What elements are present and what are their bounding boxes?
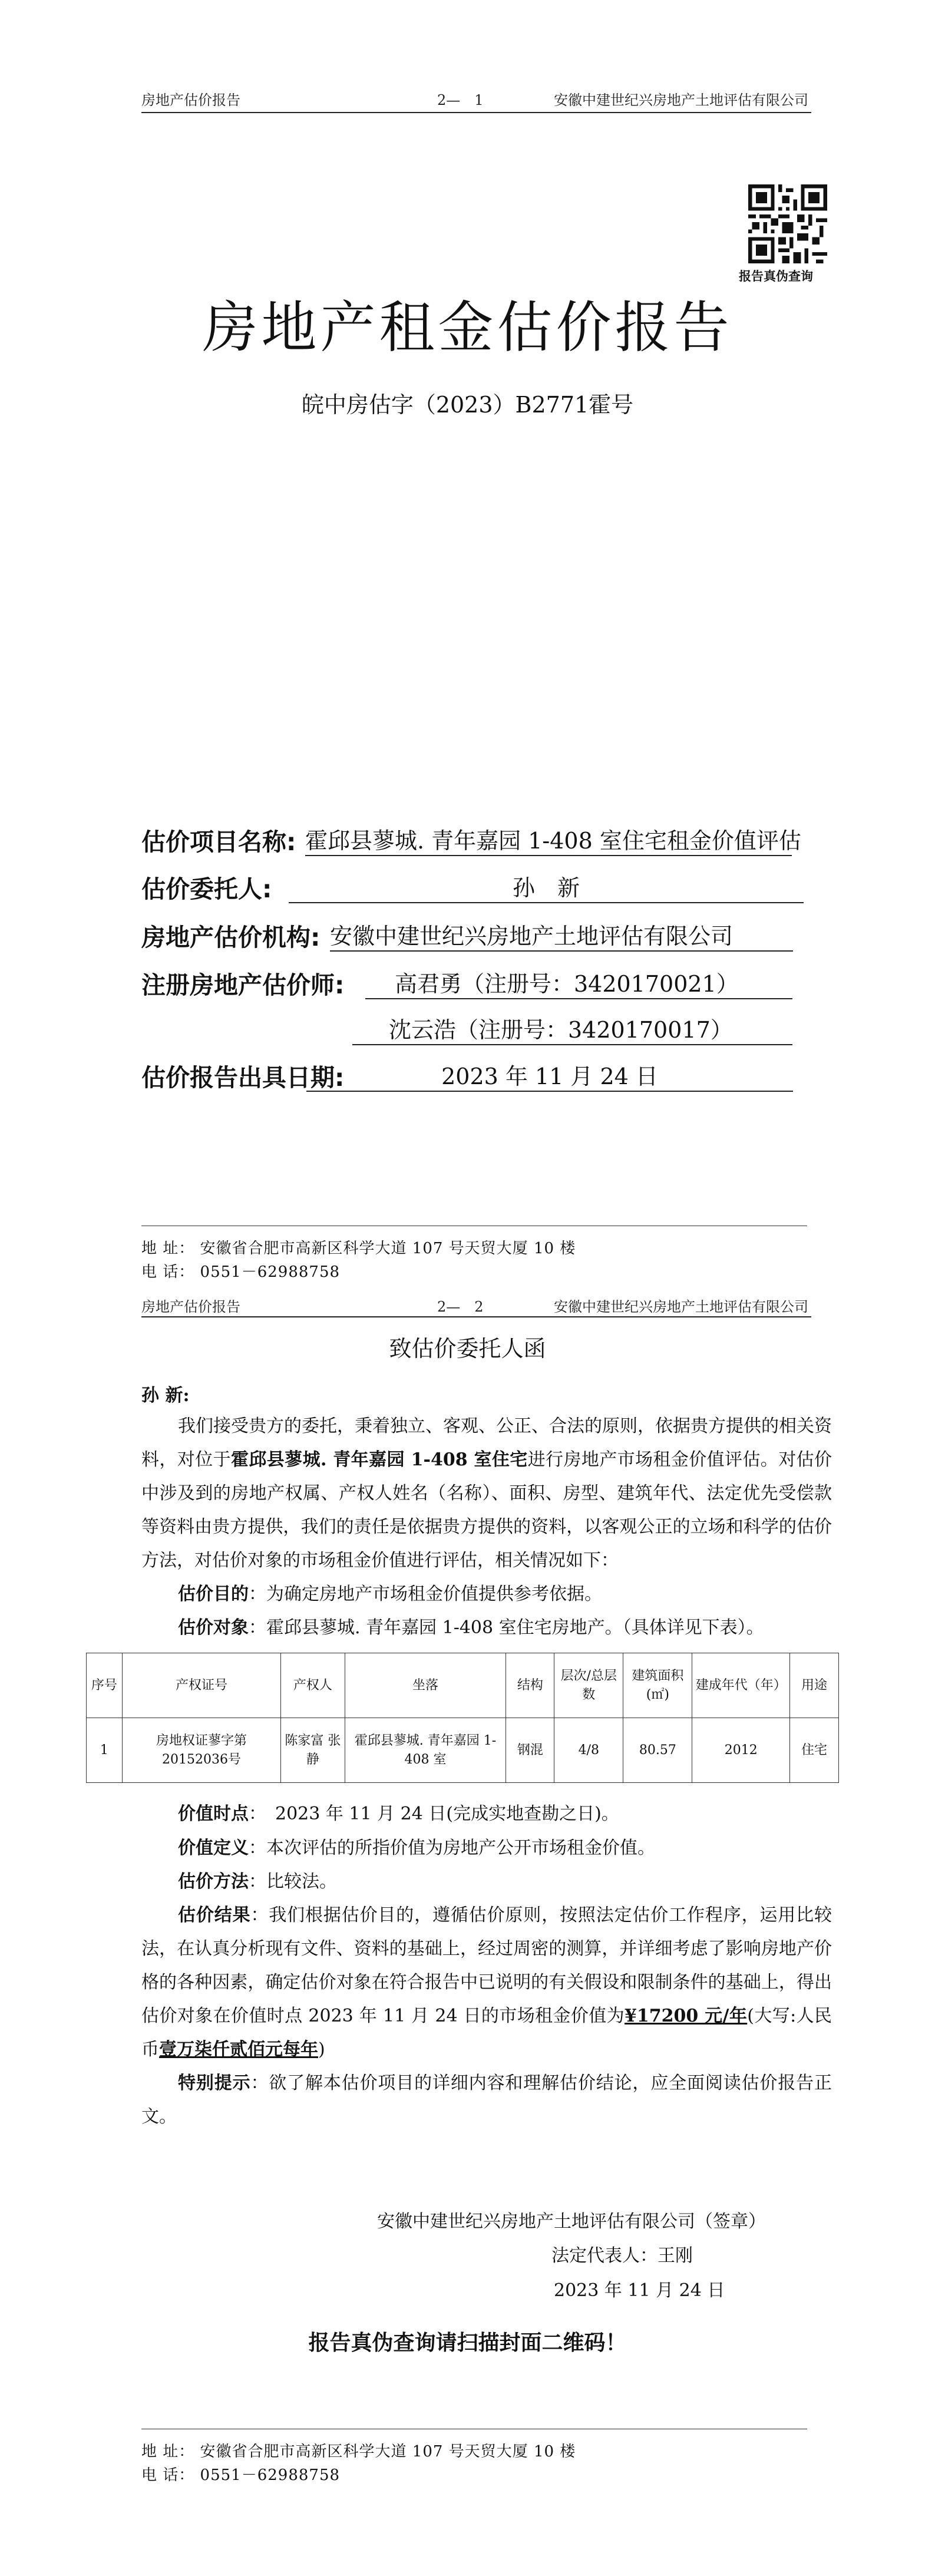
intro-paragraph: 我们接受贵方的委托，秉着独立、客观、公正、合法的原则，依据贵方提供的相关资料，对位于霍邱县蓼城. 青年嘉园 1-408 室住宅进行房地产市场租金价值评估。对估价中涉及到的房地产权属、产权人姓名（名称）、面积、房型、建筑年代、法定优先受偿款等资料由贵方提供，我们的责任是依据贵方提供的资料，以客观公正的立场和科学的估价方法，对估价对象的市场租金价值进行评估，相关情况如下： xyxy=(141,1416,832,1571)
object-line: 估价对象：霍邱县蓼城. 青年嘉园 1-408 室住宅房地产。（具体详见下表）。 xyxy=(178,1617,764,1638)
report-title: 房地产租金估价报告 xyxy=(202,296,733,360)
table-cell: 2012 xyxy=(692,1718,790,1783)
page2-header-rule xyxy=(141,1316,811,1317)
agency-label: 房地产估价机构: xyxy=(141,923,321,952)
table-header: 序号 xyxy=(87,1653,123,1718)
table-cell: 住宅 xyxy=(790,1718,839,1783)
notice-paragraph: 特别提示：欲了解本估价项目的详细内容和理解估价结论，应全面阅读估价报告正文。 xyxy=(141,2073,832,2127)
qr-caption: 报告真伪查询 xyxy=(739,269,813,283)
purpose-line: 估价目的：为确定房地产市场租金价值提供参考依据。 xyxy=(178,1584,602,1604)
table-header: 产权人 xyxy=(281,1653,345,1718)
table-header: 层次/总层数 xyxy=(554,1653,623,1718)
table-cell: 80.57 xyxy=(623,1718,692,1783)
report-date-value: 2023 年 11 月 24 日 xyxy=(306,1058,793,1092)
table-header: 产权证号 xyxy=(122,1653,281,1718)
appraiser-1: 高君勇（注册号：3420170021） xyxy=(365,966,792,999)
table-header: 建筑面积(㎡) xyxy=(623,1653,692,1718)
page1-header-right: 安徽中建世纪兴房地产土地评估有限公司 xyxy=(554,92,808,108)
table-cell: 1 xyxy=(87,1718,123,1783)
project-name-label: 估价项目名称: xyxy=(141,828,296,856)
property-address-bold: 霍邱县蓼城. 青年嘉园 1-408 室住宅 xyxy=(230,1449,528,1470)
page1-phone: 电 话： 0551－62988758 xyxy=(141,1263,341,1281)
page2-header-page-number: 2— 2 xyxy=(437,1299,484,1315)
page1-header-left: 房地产估价报告 xyxy=(141,92,240,108)
page2-header-right: 安徽中建世纪兴房地产土地评估有限公司 xyxy=(554,1299,808,1315)
report-date-label: 估价报告出具日期: xyxy=(141,1064,345,1092)
client-label: 估价委托人: xyxy=(141,875,272,903)
rental-value-amount: ¥17200 元/年 xyxy=(625,2006,748,2026)
value-definition-line: 价值定义：本次评估的所指价值为房地产公开市场租金价值。 xyxy=(178,1838,655,1858)
page2-address: 地 址： 安徽省合肥市高新区科学大道 107 号天贸大厦 10 楼 xyxy=(141,2443,576,2461)
table-cell: 陈家富 张静 xyxy=(281,1718,345,1783)
table-header: 坐落 xyxy=(345,1653,506,1718)
salutation: 孙 新: xyxy=(141,1385,190,1406)
page1-header-page-number: 2— 1 xyxy=(437,92,484,108)
signature-company: 安徽中建世纪兴房地产土地评估有限公司（签章） xyxy=(377,2211,766,2232)
signature-date: 2023 年 11 月 24 日 xyxy=(554,2280,725,2301)
letter-title: 致估价委托人函 xyxy=(389,1336,546,1362)
page1-header-rule xyxy=(141,112,811,113)
legal-representative: 法定代表人：王刚 xyxy=(551,2245,693,2266)
qr-code-icon xyxy=(748,184,827,263)
report-number: 皖中房估字（2023）B2771霍号 xyxy=(301,392,634,418)
table-cell: 霍邱县蓼城. 青年嘉园 1-408 室 xyxy=(345,1718,506,1783)
project-name-value: 霍邱县蓼城. 青年嘉园 1-408 室住宅租金价值评估 xyxy=(305,823,792,856)
page1-address: 地 址： 安徽省合肥市高新区科学大道 107 号天贸大厦 10 楼 xyxy=(141,1240,576,1257)
table-header: 用途 xyxy=(790,1653,839,1718)
rental-value-uppercase: 壹万柒仟贰佰元每年 xyxy=(159,2039,318,2060)
value-time-line: 价值时点： 2023 年 11 月 24 日(完成实地查勘之日)。 xyxy=(178,1804,619,1824)
table-header: 结构 xyxy=(506,1653,554,1718)
page2-header-left: 房地产估价报告 xyxy=(141,1299,240,1315)
table-cell: 钢混 xyxy=(506,1718,554,1783)
scan-qr-notice: 报告真伪查询请扫描封面二维码！ xyxy=(308,2331,627,2355)
table-row xyxy=(87,1718,839,1783)
property-table xyxy=(86,1653,839,1783)
agency-value: 安徽中建世纪兴房地产土地评估有限公司 xyxy=(330,918,793,952)
table-cell: 房地权证蓼字第20152036号 xyxy=(122,1718,281,1783)
table-header-row xyxy=(87,1653,839,1718)
method-line: 估价方法：比较法。 xyxy=(178,1871,337,1892)
page2-phone: 电 话： 0551－62988758 xyxy=(141,2466,341,2484)
table-cell: 4/8 xyxy=(554,1718,623,1783)
client-value: 孙 新 xyxy=(289,870,804,903)
result-paragraph: 估价结果：我们根据估价目的，遵循估价原则，按照法定估价工作程序，运用比较法，在认真分析现有文件、资料的基础上，经过周密的测算，并详细考虑了影响房地产价格的各种因素，确定估价对象在符合报告中已说明的有关假设和限制条件的基础上，得出估价对象在价值时点 2023 年 11 月 24 日的市场租金价值为¥17200 元/年(大写:人民币壹万柒仟贰佰元每年) xyxy=(141,1905,832,2060)
appraiser-2: 沈云浩（注册号：3420170017） xyxy=(352,1012,792,1045)
table-header: 建成年代（年） xyxy=(692,1653,790,1718)
appraiser-label: 注册房地产估价师: xyxy=(141,971,345,999)
